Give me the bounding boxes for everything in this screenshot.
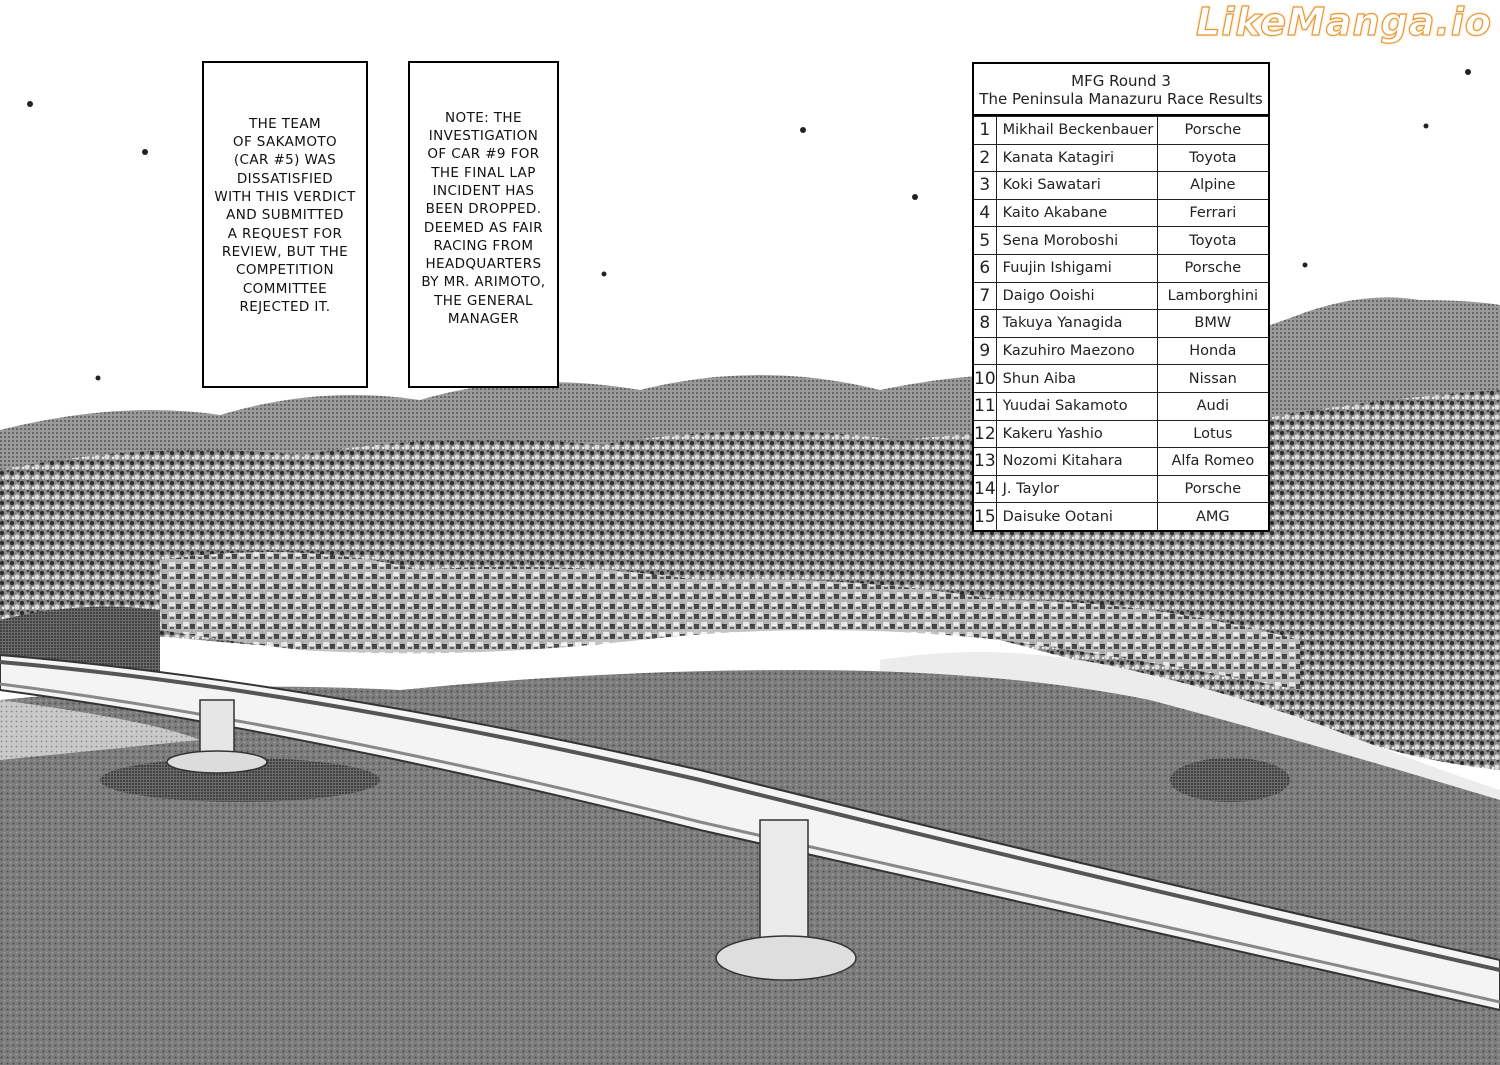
table-row	[974, 448, 1268, 476]
driver-cell: Nozomi Kitahara	[996, 448, 1157, 476]
caption-line: INCIDENT HAS	[432, 182, 535, 199]
position-cell: 15	[974, 503, 996, 530]
table-row	[974, 365, 1268, 393]
caption-line: NOTE: THE	[445, 109, 522, 126]
driver-cell: Kakeru Yashio	[996, 420, 1157, 448]
manufacturer-cell: Audi	[1157, 392, 1268, 420]
driver-cell: Mikhail Beckenbauer	[996, 117, 1157, 145]
manufacturer-cell: AMG	[1157, 503, 1268, 530]
caption-line: THE GENERAL	[434, 292, 533, 309]
driver-cell: Takuya Yanagida	[996, 310, 1157, 338]
position-cell: 3	[974, 172, 996, 200]
driver-cell: Kanata Katagiri	[996, 144, 1157, 172]
caption-line: BEEN DROPPED.	[425, 201, 542, 218]
driver-cell: Fuujin Ishigami	[996, 254, 1157, 282]
caption-line: RACING FROM	[433, 237, 534, 254]
caption-line: THE FINAL LAP	[431, 164, 536, 181]
manufacturer-cell: Honda	[1157, 337, 1268, 365]
caption-box-car9-investigation	[408, 61, 559, 388]
caption-line: DISSATISFIED	[236, 170, 334, 187]
site-watermark: LikeManga.io	[1196, 0, 1492, 44]
table-row	[974, 475, 1268, 503]
caption-line: MANAGER	[447, 310, 520, 327]
caption-line: AND SUBMITTED	[226, 207, 344, 224]
table-row	[974, 337, 1268, 365]
caption-line: OF SAKAMOTO	[232, 134, 338, 151]
table-row	[974, 420, 1268, 448]
manufacturer-cell: BMW	[1157, 310, 1268, 338]
caption-line: INVESTIGATION	[428, 128, 539, 145]
caption-line: (CAR #5) WAS	[233, 152, 337, 169]
driver-cell: Kaito Akabane	[996, 199, 1157, 227]
position-cell: 14	[974, 475, 996, 503]
caption-line: COMPETITION	[236, 262, 334, 279]
table-row	[974, 117, 1268, 145]
caption-line: COMMITTEE	[242, 280, 328, 297]
caption-line: WITH THIS VERDICT	[214, 189, 356, 206]
table-row	[974, 199, 1268, 227]
position-cell: 9	[974, 337, 996, 365]
caption-line: A REQUEST FOR	[227, 225, 343, 242]
manufacturer-cell: Toyota	[1157, 227, 1268, 255]
manufacturer-cell: Nissan	[1157, 365, 1268, 393]
position-cell: 1	[974, 117, 996, 145]
position-cell: 12	[974, 420, 996, 448]
position-cell: 8	[974, 310, 996, 338]
driver-cell: Koki Sawatari	[996, 172, 1157, 200]
manufacturer-cell: Porsche	[1157, 254, 1268, 282]
driver-cell: Yuudai Sakamoto	[996, 392, 1157, 420]
table-row	[974, 392, 1268, 420]
race-results-table	[972, 62, 1270, 532]
position-cell: 4	[974, 199, 996, 227]
position-cell: 11	[974, 392, 996, 420]
manufacturer-cell: Alfa Romeo	[1157, 448, 1268, 476]
driver-cell: Kazuhiro Maezono	[996, 337, 1157, 365]
table-row	[974, 503, 1268, 530]
table-row	[974, 144, 1268, 172]
table-row	[974, 282, 1268, 310]
manufacturer-cell: Lotus	[1157, 420, 1268, 448]
caption-line: THE TEAM	[248, 115, 322, 132]
caption-line: BY MR. ARIMOTO,	[421, 274, 546, 291]
manufacturer-cell: Alpine	[1157, 172, 1268, 200]
manufacturer-cell: Porsche	[1157, 117, 1268, 145]
driver-cell: Daigo Ooishi	[996, 282, 1157, 310]
position-cell: 6	[974, 254, 996, 282]
table-row	[974, 227, 1268, 255]
caption-box-sakamoto-appeal	[202, 61, 368, 388]
table-row	[974, 310, 1268, 338]
position-cell: 10	[974, 365, 996, 393]
driver-cell: J. Taylor	[996, 475, 1157, 503]
table-row	[974, 254, 1268, 282]
driver-cell: Daisuke Ootani	[996, 503, 1157, 530]
manufacturer-cell: Ferrari	[1157, 199, 1268, 227]
results-title-line1: MFG Round 3	[1071, 72, 1171, 90]
position-cell: 13	[974, 448, 996, 476]
position-cell: 5	[974, 227, 996, 255]
caption-line: OF CAR #9 FOR	[427, 146, 540, 163]
position-cell: 7	[974, 282, 996, 310]
manufacturer-cell: Porsche	[1157, 475, 1268, 503]
results-grid	[974, 116, 1268, 530]
position-cell: 2	[974, 144, 996, 172]
driver-cell: Shun Aiba	[996, 365, 1157, 393]
caption-line: DEEMED AS FAIR	[423, 219, 544, 236]
driver-cell: Sena Moroboshi	[996, 227, 1157, 255]
table-row	[974, 172, 1268, 200]
caption-line: REVIEW, BUT THE	[221, 243, 349, 260]
results-title-line2: The Peninsula Manazuru Race Results	[979, 89, 1263, 108]
caption-line: REJECTED IT.	[239, 298, 331, 315]
results-title	[974, 64, 1268, 116]
manufacturer-cell: Toyota	[1157, 144, 1268, 172]
caption-line: HEADQUARTERS	[425, 256, 542, 273]
manufacturer-cell: Lamborghini	[1157, 282, 1268, 310]
